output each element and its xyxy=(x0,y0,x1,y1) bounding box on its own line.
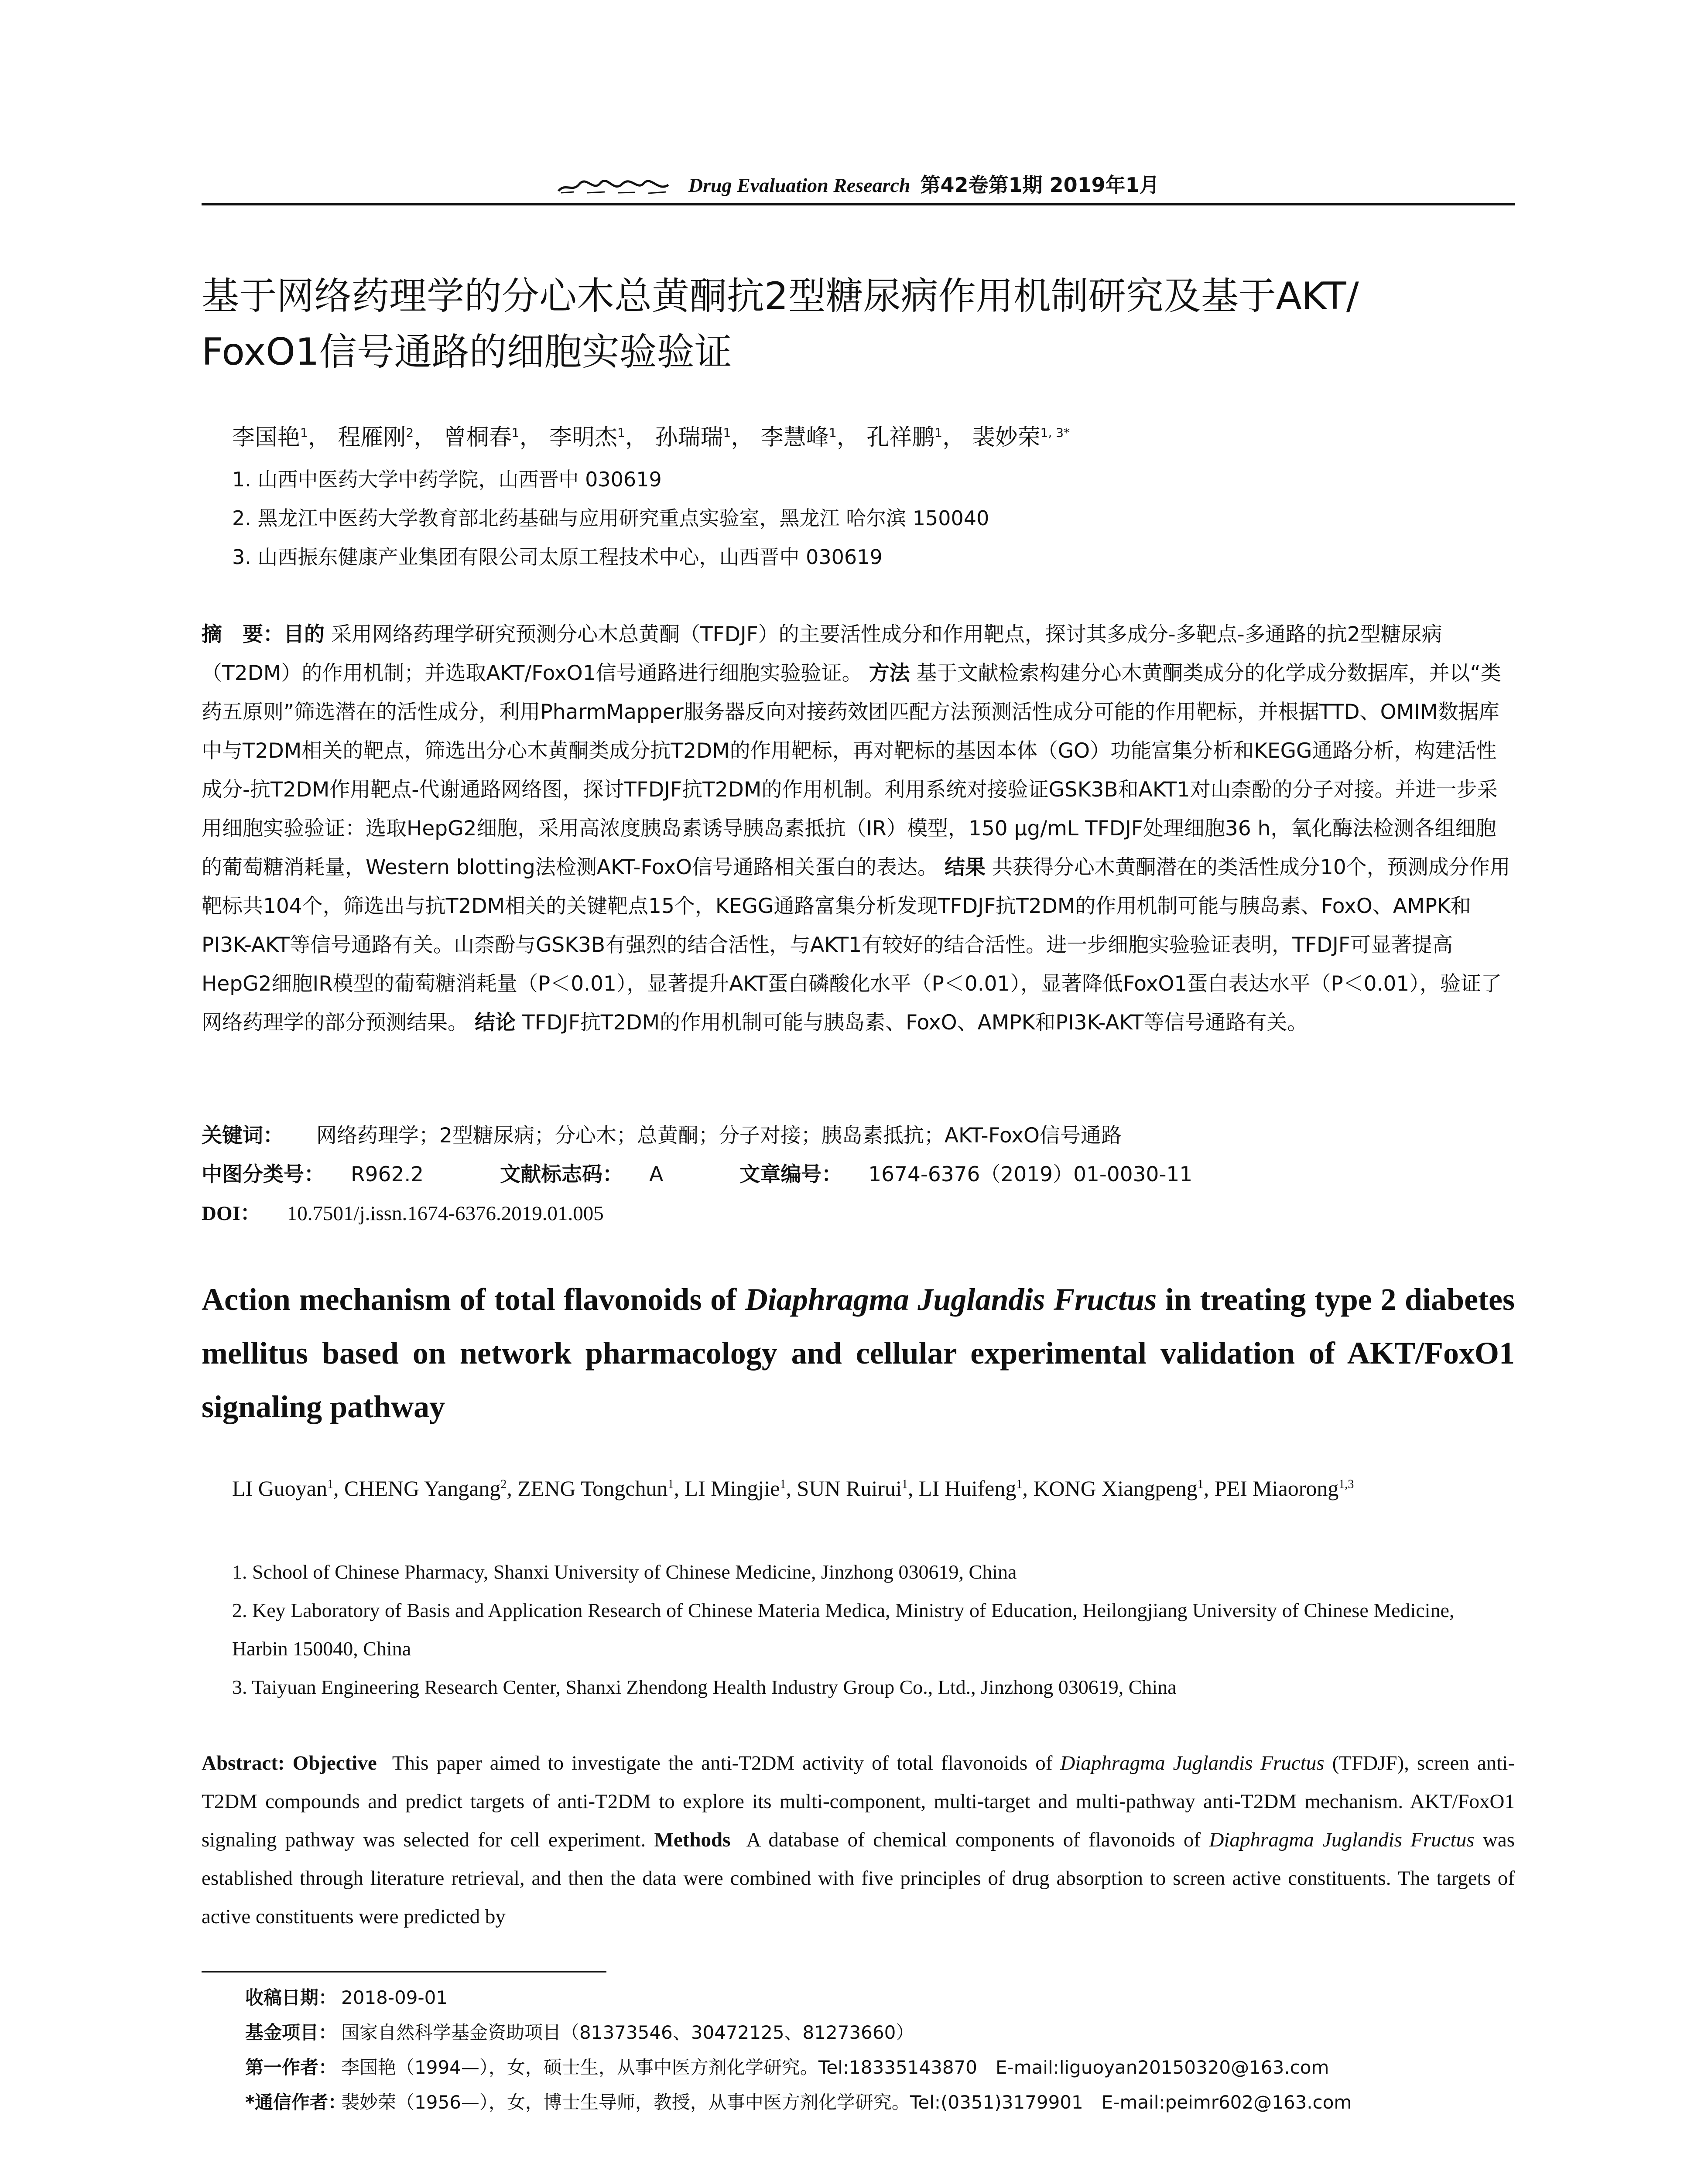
cn-title-line-2: FoxO1信号通路的细胞实验验证 xyxy=(202,330,732,374)
cn-doc-value: A xyxy=(649,1162,664,1186)
issue-info: 第42卷第1期 2019年1月 xyxy=(920,173,1160,197)
cn-results-label: 结果 xyxy=(944,855,986,879)
cn-keywords-label: 关键词： xyxy=(202,1124,284,1148)
journal-logo-icon xyxy=(557,180,670,195)
en-author: KONG Xiangpeng$^1$ xyxy=(1033,1476,1204,1501)
cn-classification xyxy=(202,1158,1192,1187)
running-header xyxy=(202,169,1515,198)
cn-author: 裴妙荣$^{1, 3*}$ xyxy=(972,424,1070,451)
footnote-first-author: 第一作者： 李国艳（1994—），女，硕士生，从事中医方剂化学研究。Tel:18335143870 E-mail:liguoyan20150320@163.com xyxy=(245,2057,1329,2078)
en-species-name: Diaphragma Juglandis Fructus xyxy=(1060,1752,1325,1774)
cn-author: 李国艳$^1$ xyxy=(232,424,308,451)
en-author: SUN Ruirui$^1$ xyxy=(797,1476,908,1501)
en-abstract xyxy=(202,1744,1515,1936)
cn-clc-label: 中图分类号： xyxy=(202,1162,325,1186)
cn-title xyxy=(202,268,1515,380)
en-title-part: Action mechanism of total flavonoids of xyxy=(202,1282,745,1317)
cn-author: 程雁刚$^2$ xyxy=(338,424,414,451)
footnote-funding: 基金项目： 国家自然科学基金资助项目（81373546、30472125、81273660） xyxy=(245,2022,914,2043)
cn-author: 李慧峰$^1$ xyxy=(760,424,837,451)
paper-page xyxy=(202,0,1515,2181)
cn-conclusion-label: 结论 xyxy=(474,1011,516,1035)
en-species-name: Diaphragma Juglandis Fructus xyxy=(1209,1829,1475,1851)
cn-doc-label: 文献标志码： xyxy=(500,1162,623,1186)
cn-conclusion-text: TFDJF抗T2DM的作用机制可能与胰岛素、FoxO、AMPK和PI3K-AKT等信号通路有关。 xyxy=(522,1011,1308,1035)
cn-affiliation-2: 2. 黑龙江中医药大学教育部北药基础与应用研究重点实验室，黑龙江 哈尔滨 150040 xyxy=(232,506,989,530)
en-title-species: Diaphragma Juglandis Fructus xyxy=(745,1282,1157,1317)
en-affiliation-3: 3. Taiyuan Engineering Research Center, Shanxi Zhendong Health Industry Group Co., Ltd., Jinzhong 030619, China xyxy=(232,1676,1177,1698)
en-author-list: LI Guoyan$^1$, CHENG Yangang$^2$, ZENG Tongchun$^1$, LI Mingjie$^1$, SUN Ruirui$^1$, LI Huifeng$^1$, KONG Xiangpeng$^1$, PEI Miaorong$^{1,3}$ xyxy=(232,1476,1354,1501)
en-methods-text: was established through literature retrieval, and then the data were combined with five principles of drug absorption to screen active constituents. The targets of active constituents were predicted by xyxy=(202,1829,1515,1928)
cn-abstract xyxy=(202,615,1515,1117)
en-author: PEI Miaorong$^{1,3}$ xyxy=(1214,1476,1354,1501)
header-rule xyxy=(202,203,1515,205)
en-title-part: in treating type 2 diabetes mellitus based on network pharmacology and cellular experimental validation of AKT/FoxO1 signaling pathway xyxy=(202,1282,1515,1424)
cn-article-label: 文章编号： xyxy=(739,1162,842,1186)
cn-article-value: 1674-6376（2019）01-0030-11 xyxy=(868,1162,1193,1186)
journal-name: Drug Evaluation Research xyxy=(688,174,910,196)
en-author: LI Guoyan$^1$ xyxy=(232,1476,333,1501)
en-affiliation-2: 2. Key Laboratory of Basis and Application Research of Chinese Materia Medica, Ministry of Education, Heilongjiang University of Chinese Medicine, Harbin 150040, China xyxy=(232,1599,1455,1660)
cn-methods-label: 方法 xyxy=(869,661,910,685)
en-title xyxy=(202,1273,1515,1434)
footnote-corresponding-author: *通信作者：裴妙荣（1956—），女，博士生导师，教授，从事中医方剂化学研究。Tel:(0351)3179901 E-mail:peimr602@163.com xyxy=(245,2092,1352,2113)
cn-keywords-text: 网络药理学；2型糖尿病；分心木；总黄酮；分子对接；胰岛素抵抗；AKT-FoxO信号通路 xyxy=(316,1124,1122,1148)
en-objective-label: Objective xyxy=(292,1752,377,1774)
en-author: LI Huifeng$^1$ xyxy=(918,1476,1023,1501)
doi-label: DOI： xyxy=(202,1202,261,1225)
en-author: ZENG Tongchun$^1$ xyxy=(517,1476,674,1501)
cn-keywords xyxy=(202,1119,1122,1149)
cn-author: 孙瑞瑞$^1$ xyxy=(655,424,731,451)
cn-author: 孔祥鹏$^1$ xyxy=(866,424,943,451)
en-author: LI Mingjie$^1$ xyxy=(685,1476,786,1501)
en-objective-text: This paper aimed to investigate the anti-T2DM activity of total flavonoids of xyxy=(392,1752,1061,1774)
cn-methods-text: 基于文献检索构建分心木黄酮类成分的化学成分数据库，并以“类药五原则”筛选潜在的活性成分，利用PharmMapper服务器反向对接药效团匹配方法预测活性成分可能的作用靶标，并根据TTD、OMIM数据库中与T2DM相关的靶点，筛选出分心木黄酮类成分抗T2DM的作用靶标，再对靶标的基因本体（GO）功能富集分析和KEGG通路分析，构建活性成分-抗T2DM作用靶点-代谢通路网络图，探讨TFDJF抗T2DM的作用机制。利用系统对接验证GSK3B和AKT1对山柰酚的分子对接。并进一步采用细胞实验验证：选取HepG2细胞，采用高浓度胰岛素诱导胰岛素抵抗（IR）模型，150 μg/mL TFDJF处理细胞36 h，氧化酶法检测各组细胞的葡萄糖消耗量，Western blotting法检测AKT-FoxO信号通路相关蛋白的表达。 xyxy=(202,661,1501,879)
cn-results-text: 共获得分心木黄酮潜在的类活性成分10个，预测成分作用靶标共104个，筛选出与抗T2DM相关的关键靶点15个，KEGG通路富集分析发现TFDJF抗T2DM的作用机制可能与胰岛素、FoxO、AMPK和PI3K-AKT等信号通路有关。山柰酚与GSK3B有强烈的结合活性，与AKT1有较好的结合活性。进一步细胞实验验证表明，TFDJF可显著提高HepG2细胞IR模型的葡萄糖消耗量（P＜0.01），显著提升AKT蛋白磷酸化水平（P＜0.01），显著降低FoxO1蛋白表达水平（P＜0.01），验证了网络药理学的部分预测结果。 xyxy=(202,855,1510,1035)
en-methods-text: A database of chemical components of flavonoids of xyxy=(746,1829,1209,1851)
cn-author-list: 李国艳$^1$， 程雁刚$^2$， 曾桐春$^1$， 李明杰$^1$， 孙瑞瑞$^1$， 李慧峰$^1$， 孔祥鹏$^1$， 裴妙荣$^{1, 3*}$ xyxy=(232,424,1070,451)
doi-value: 10.7501/j.issn.1674-6376.2019.01.005 xyxy=(287,1202,604,1225)
en-affiliation-1: 1. School of Chinese Pharmacy, Shanxi University of Chinese Medicine, Jinzhong 030619, China xyxy=(232,1561,1017,1583)
en-methods-label: Methods xyxy=(654,1829,731,1851)
cn-doi xyxy=(202,1197,604,1226)
cn-author: 曾桐春$^1$ xyxy=(443,424,520,451)
cn-clc-value: R962.2 xyxy=(351,1162,424,1186)
en-author: CHENG Yangang$^2$ xyxy=(344,1476,507,1501)
cn-affiliation-1: 1. 山西中医药大学中药学院，山西晋中 030619 xyxy=(232,468,662,491)
footnote-rule xyxy=(202,1971,606,1972)
cn-title-line-1: 基于网络药理学的分心木总黄酮抗2型糖尿病作用机制研究及基于AKT/ xyxy=(202,274,1359,318)
footnotes xyxy=(245,1980,1515,2120)
en-abstract-label: Abstract: xyxy=(202,1752,285,1774)
cn-objective-text: 采用网络药理学研究预测分心木总黄酮（TFDJF）的主要活性成分和作用靶点，探讨其多成分-多靶点-多通路的抗2型糖尿病（T2DM）的作用机制；并选取AKT/FoxO1信号通路进行细胞实验验证。 xyxy=(202,622,1442,685)
cn-objective-label: 目的 xyxy=(284,622,325,646)
footnote-received: 收稿日期： 2018-09-01 xyxy=(245,1987,448,2008)
cn-affiliation-3: 3. 山西振东健康产业集团有限公司太原工程技术中心，山西晋中 030619 xyxy=(232,545,883,569)
en-objective-text: (TFDJF), screen anti-T2DM compounds and predict targets of anti-T2DM to explore its multi-component, multi-target and multi-pathway anti-T2DM mechanism. AKT/FoxO1 signaling pathway was selected for cell experiment. xyxy=(202,1752,1515,1851)
cn-abstract-label: 摘 要： xyxy=(202,622,284,646)
cn-author: 李明杰$^1$ xyxy=(549,424,625,451)
